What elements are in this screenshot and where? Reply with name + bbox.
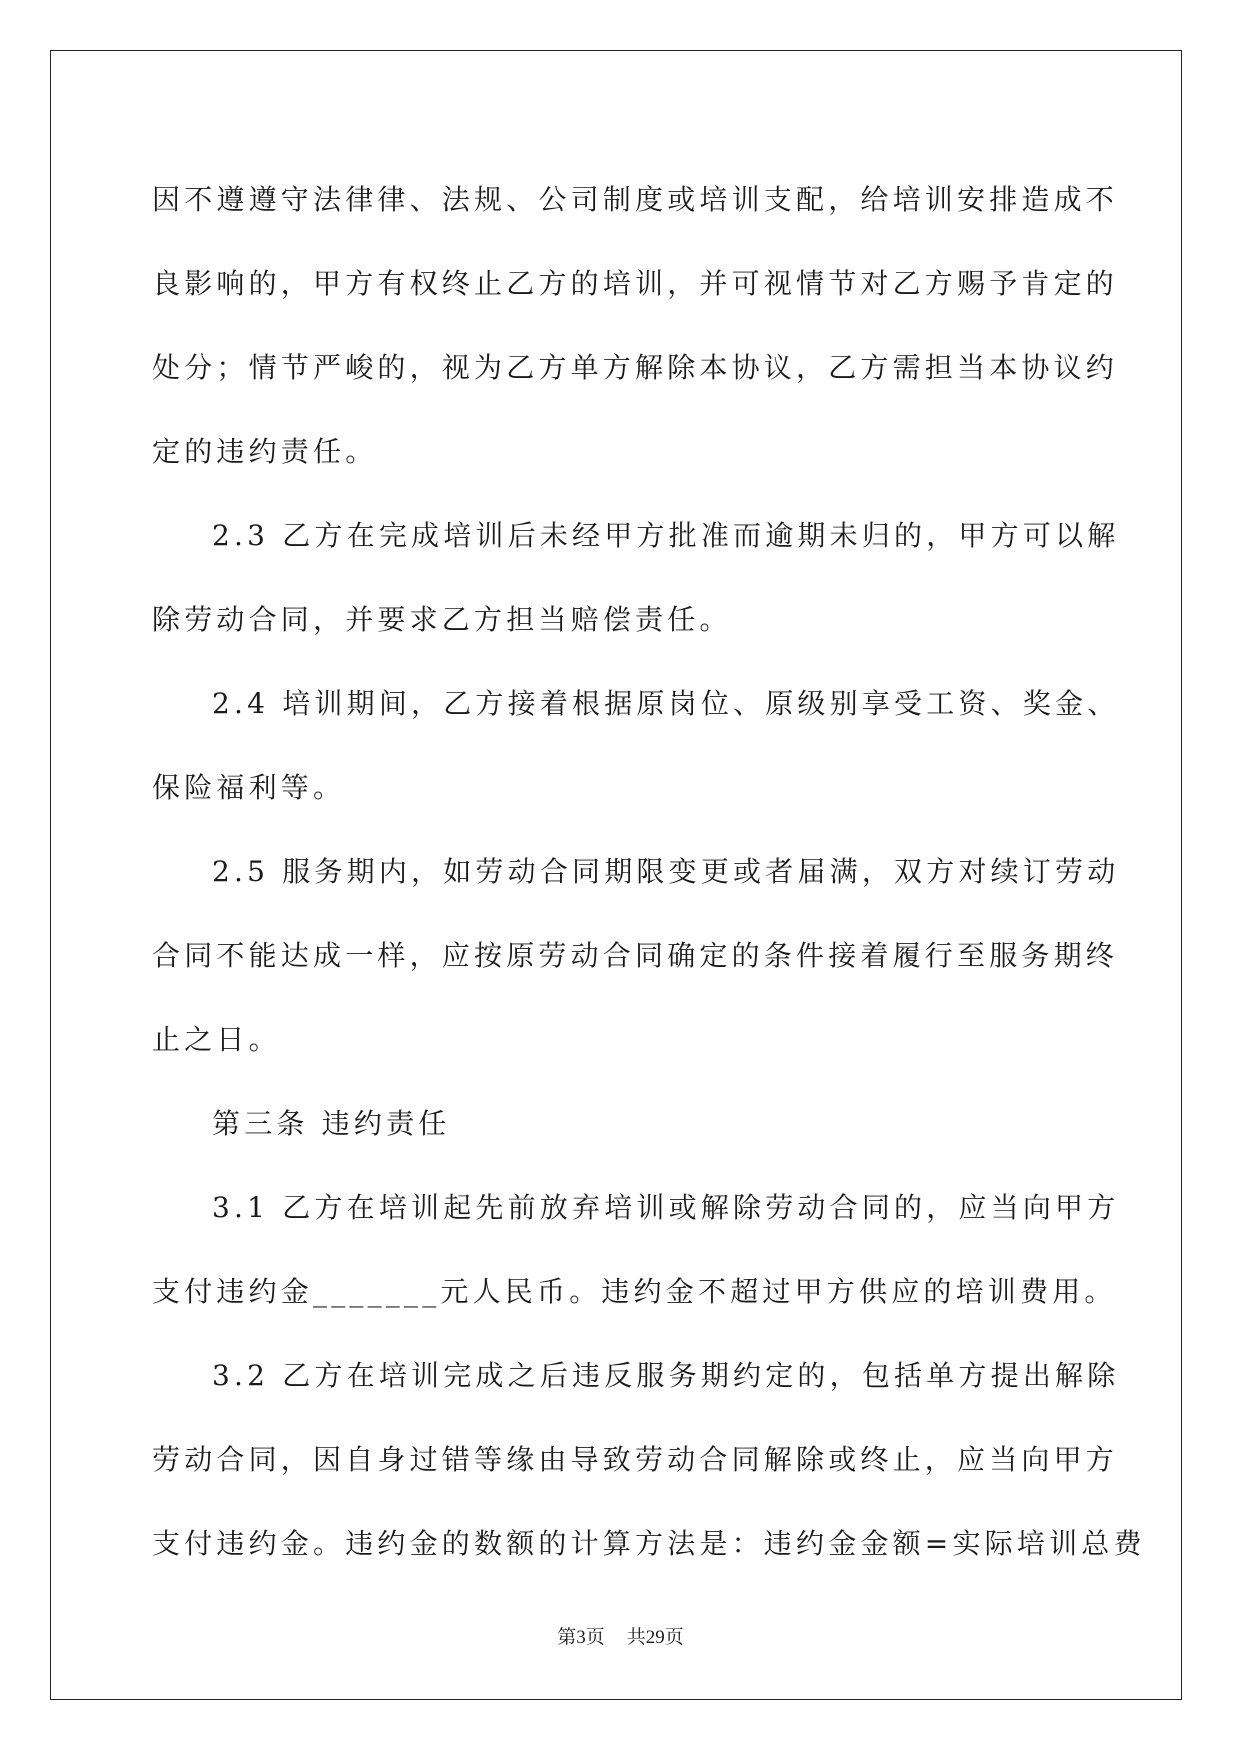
clause-2-4-line: 2.4 培训期间，乙方接着根据原岗位、原级别享受工资、奖金、 bbox=[212, 687, 1120, 720]
clause-2-5-line: 2.5 服务期内，如劳动合同期限变更或者届满，双方对续订劳动 bbox=[212, 855, 1120, 888]
text-line: 除劳动合同，并要求乙方担当赔偿责任。 bbox=[152, 603, 732, 636]
text-line: 合同不能达成一样，应按原劳动合同确定的条件接着履行至服务期终 bbox=[152, 939, 1119, 972]
text-line: 处分；情节严峻的，视为乙方单方解除本协议，乙方需担当本协议约 bbox=[152, 351, 1119, 384]
clause-3-1-line: 3.1 乙方在培训起先前放弃培训或解除劳动合同的，应当向甲方 bbox=[212, 1191, 1120, 1224]
document-body bbox=[152, 158, 1146, 1586]
text-line: 保险福利等。 bbox=[152, 771, 346, 804]
clause-2-3-line: 2.3 乙方在完成培训后未经甲方批准而逾期未归的，甲方可以解 bbox=[212, 519, 1120, 552]
text-line: 止之日。 bbox=[152, 1023, 281, 1056]
text-line: 定的违约责任。 bbox=[152, 435, 378, 468]
text-line: 支付违约金。违约金的数额的计算方法是：违约金金额=实际培训总费 bbox=[152, 1527, 1146, 1560]
page-footer bbox=[0, 1622, 1241, 1649]
text-line: 良影响的，甲方有权终止乙方的培训，并可视情节对乙方赐予肯定的 bbox=[152, 267, 1119, 300]
text-line: 劳动合同，因自身过错等缘由导致劳动合同解除或终止，应当向甲方 bbox=[152, 1443, 1119, 1476]
clause-3-2-line: 3.2 乙方在培训完成之后违反服务期约定的，包括单方提出解除 bbox=[212, 1359, 1120, 1392]
page-number: 第3页 bbox=[557, 1627, 605, 1648]
text-line: 支付违约金_______元人民币。违约金不超过甲方供应的培训费用。 bbox=[152, 1275, 1117, 1308]
text-line: 因不遵遵守法律律、法规、公司制度或培训支配，给培训安排造成不 bbox=[152, 183, 1119, 216]
section-heading: 第三条 违约责任 bbox=[212, 1107, 451, 1140]
page-total: 共29页 bbox=[626, 1627, 684, 1648]
